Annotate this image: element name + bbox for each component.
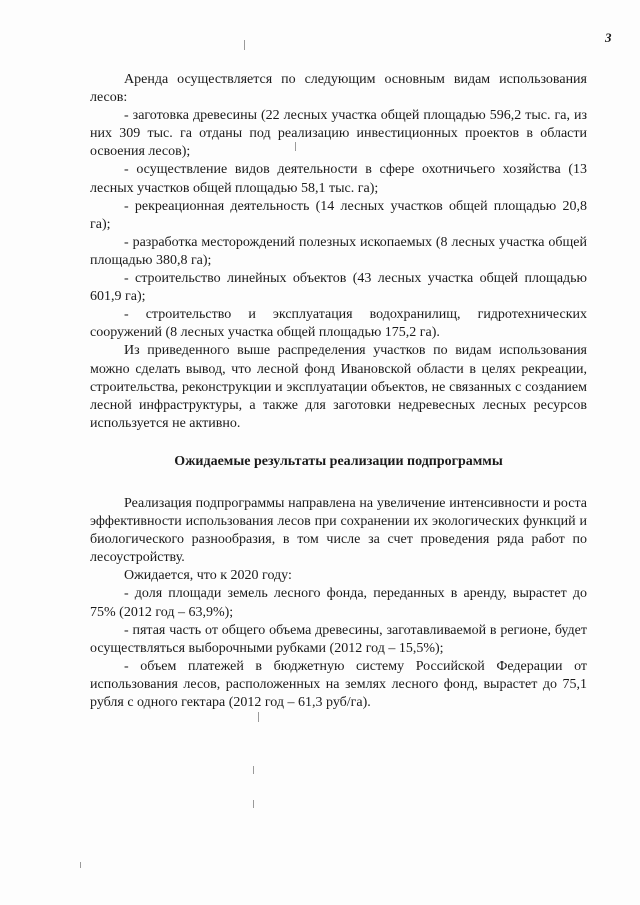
list-item: - строительство и эксплуатация водохранилищ, гидротехнических сооружений (8 лесных участка общей площадью 175,2 га). — [90, 307, 587, 341]
list-item: - рекреационная деятельность (14 лесных участков общей площадью 20,8 га); — [90, 198, 587, 232]
list-item: - разработка месторождений полезных ископаемых (8 лесных участка общей площадью 380,8 га); — [90, 234, 587, 268]
list-item: - объем платежей в бюджетную систему Российской Федерации от использования лесов, расположенных на землях лесного фонд, вырастет до 75,1 рубля с одного гектара (2012 год – 61,3 руб/га). — [90, 658, 587, 710]
conclusion-paragraph: Из приведенного выше распределения участков по видам использования можно сделать вывод, что лесной фонд Ивановской области в целях рекреации, строительства, реконструкции и эксплуатации объектов, не связанных с созданием лесной инфраструктуры, а также для заготовки недревесных лесных ресурсов используется не активно. — [90, 343, 587, 431]
list-item: - строительство линейных объектов (43 лесных участка общей площадью 601,9 га); — [90, 271, 587, 305]
document-body — [90, 71, 587, 712]
list-item: - заготовка древесины (22 лесных участка общей площадью 596,2 тыс. га, из них 309 тыс. га отданы под реализацию инвестиционных проектов в области освоения лесов); — [90, 108, 587, 160]
list-item: - осуществление видов деятельности в сфере охотничьего хозяйства (13 лесных участков общей площадью 58,1 тыс. га); — [90, 162, 587, 196]
page-number: 3 — [605, 30, 612, 45]
results-paragraph: Реализация подпрограммы направлена на увеличение интенсивности и роста эффективности использования лесов при сохранении их экологических функций и биологического разнообразия, в том числе за счет проведения ряда работ по лесоустройству. — [90, 495, 587, 566]
intro-paragraph: Аренда осуществляется по следующим основным видам использования лесов: — [90, 72, 587, 106]
list-item: - доля площади земель лесного фонда, переданных в аренду, вырастет до 75% (2012 год – 63,9%); — [90, 586, 587, 620]
results-paragraph: Ожидается, что к 2020 году: — [124, 568, 292, 584]
list-item: - пятая часть от общего объема древесины, заготавливаемой в регионе, будет осуществляться выборочными рубками (2012 год – 15,5%); — [90, 622, 587, 656]
section-heading: Ожидаемые результаты реализации подпрограммы — [174, 453, 503, 469]
